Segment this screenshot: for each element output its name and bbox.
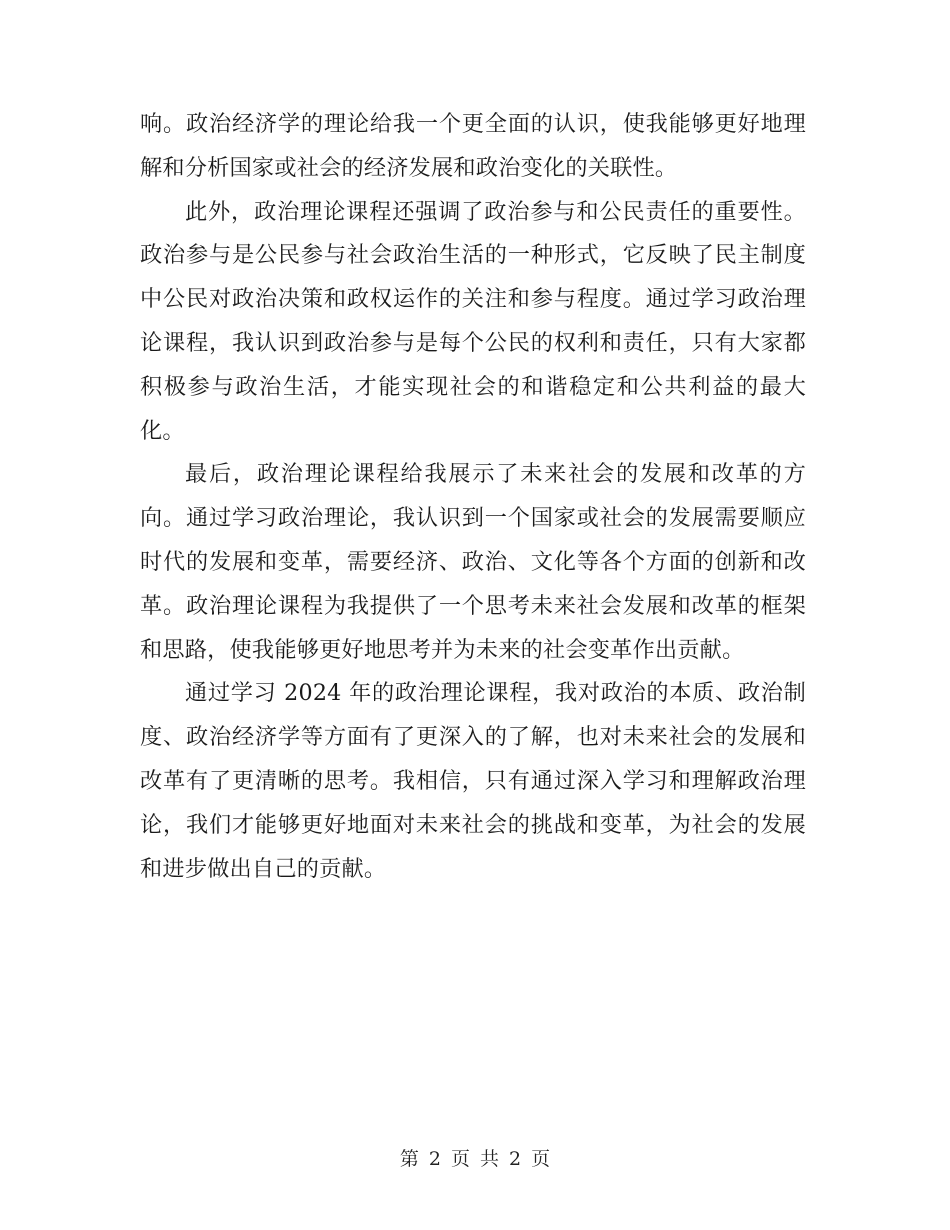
paragraph-4: 通过学习 2024 年的政治理论课程，我对政治的本质、政治制度、政治经济学等方面有了更深入的了解，也对未来社会的发展和改革有了更清晰的思考。我相信，只有通过深入学习和理解政治理论，我们才能够更好地面对未来社会的挑战和变革，为社会的发展和进步做出自己的贡献。: [140, 680, 806, 882]
document-body: [140, 103, 806, 891]
paragraph-1: 响。政治经济学的理论给我一个更全面的认识，使我能够更好地理解和分析国家或社会的经济发展和政治变化的关联性。: [140, 111, 806, 181]
paragraph-2: 此外，政治理论课程还强调了政治参与和公民责任的重要性。政治参与是公民参与社会政治生活的一种形式，它反映了民主制度中公民对政治决策和政权运作的关注和参与程度。通过学习政治理论课程，我认识到政治参与是每个公民的权利和责任，只有大家都积极参与政治生活，才能实现社会的和谐稳定和公共利益的最大化。: [140, 198, 806, 444]
page-number-footer: 第 2 页 共 2 页: [399, 1148, 551, 1170]
paragraph-3: 最后，政治理论课程给我展示了未来社会的发展和改革的方向。通过学习政治理论，我认识到一个国家或社会的发展需要顺应时代的发展和变革，需要经济、政治、文化等各个方面的创新和改革。政治理论课程为我提供了一个思考未来社会发展和改革的框架和思路，使我能够更好地思考并为未来的社会变革作出贡献。: [140, 461, 806, 663]
